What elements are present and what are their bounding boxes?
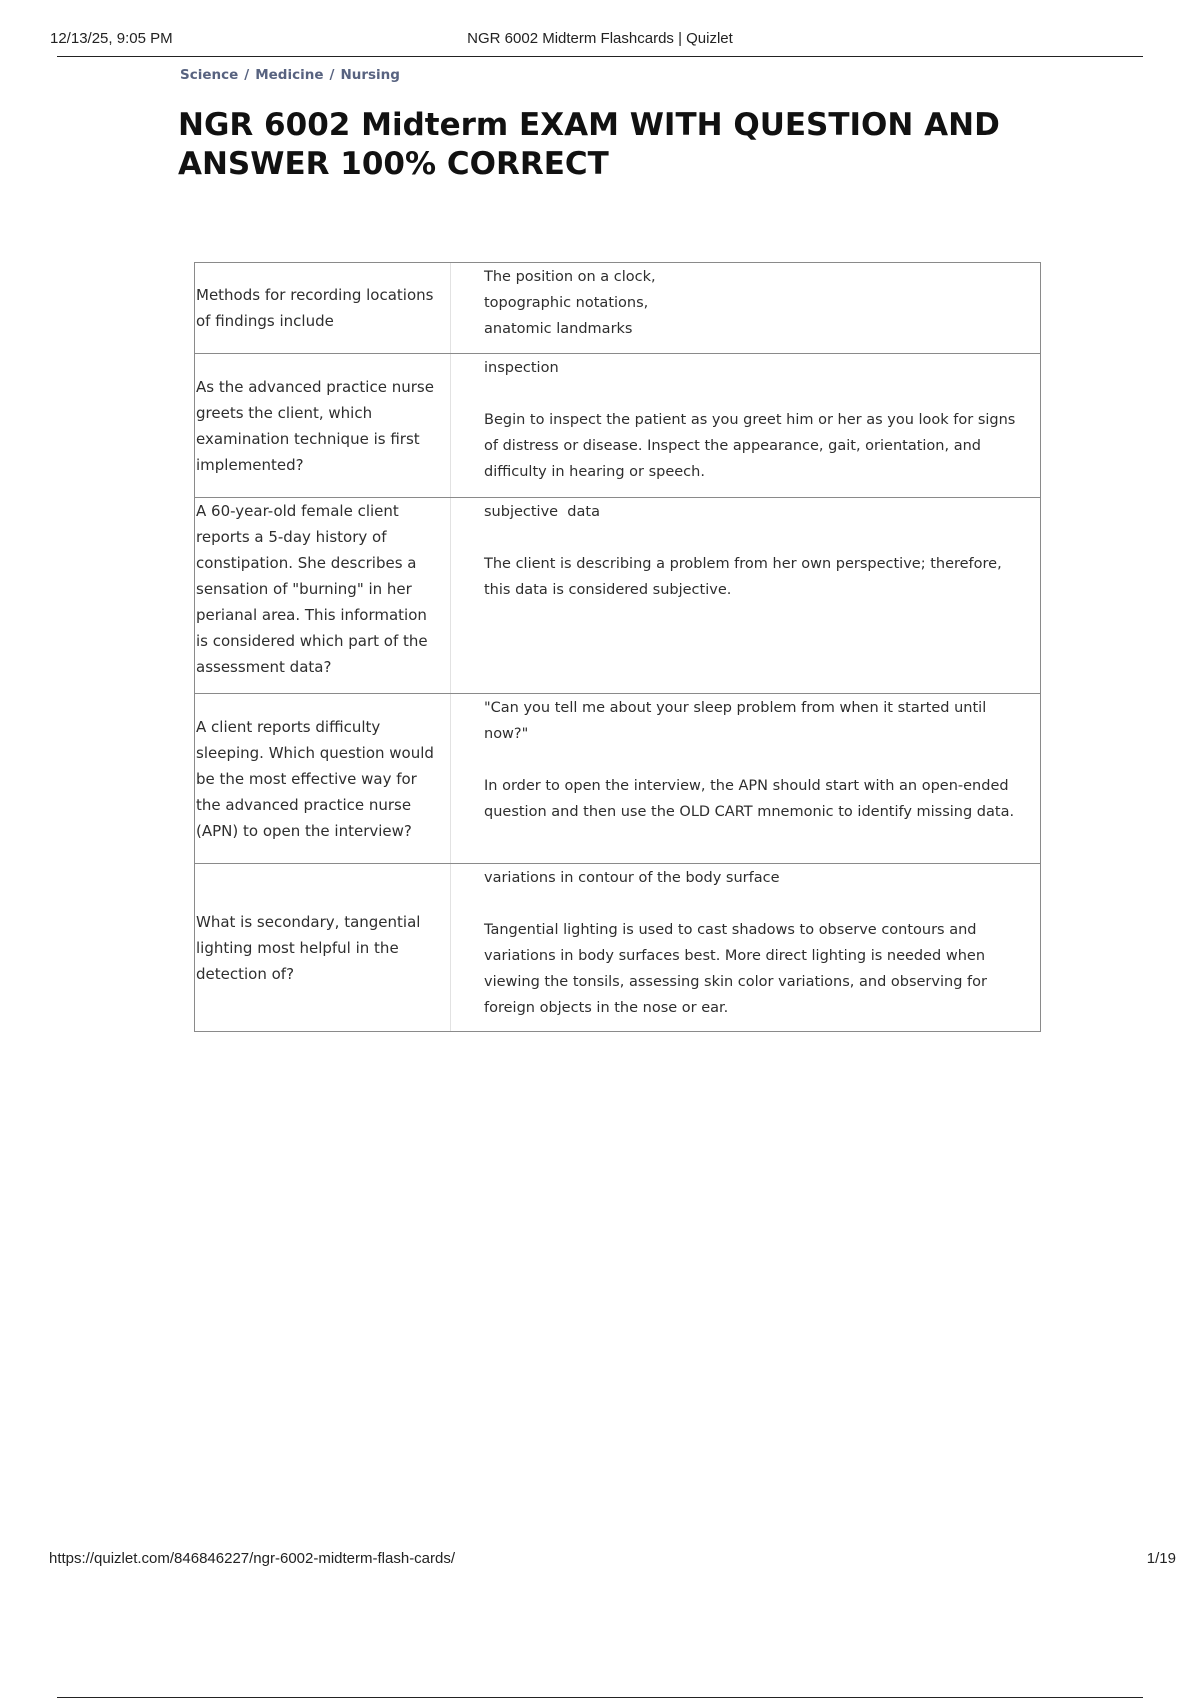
definition-line: The position on a clock, — [484, 269, 656, 285]
breadcrumb-separator: / — [329, 67, 335, 83]
spacer — [484, 525, 1028, 551]
card-rationale: In order to open the interview, the APN should start with an open-ended question and then use the OLD CART mnemonic to identify missing data. — [484, 778, 1015, 820]
breadcrumb-item-medicine[interactable]: Medicine — [255, 67, 324, 83]
breadcrumb-item-science[interactable]: Science — [180, 67, 239, 83]
card-definition — [451, 694, 1040, 863]
spacer — [484, 891, 1028, 917]
print-page-title: NGR 6002 Midterm Flashcards | Quizlet — [467, 30, 733, 47]
card-rationale: The client is describing a problem from her own perspective; therefore, this data is considered subjective. — [484, 556, 1002, 598]
set-title: NGR 6002 Midterm EXAM WITH QUESTION AND ANSWER 100% CORRECT — [178, 107, 1000, 182]
card-answer: subjective data — [484, 504, 600, 520]
header-divider — [57, 56, 1143, 57]
flashcard-row — [195, 863, 1040, 1031]
print-datetime: 12/13/25, 9:05 PM — [50, 30, 173, 47]
card-term: A 60-year-old female client reports a 5-day history of constipation. She describes a sensation of "burning" in her perianal area. This information is considered which part of the assessment data? — [195, 498, 451, 693]
page-indicator: 1/19 — [1146, 1550, 1176, 1567]
card-term: A client reports difficulty sleeping. Which question would be the most effective way for the advanced practice nurse (APN) to open the interview? — [195, 694, 451, 863]
breadcrumb-separator: / — [244, 67, 250, 83]
card-rationale: Tangential lighting is used to cast shadows to observe contours and variations in body surfaces best. More direct lighting is needed when viewing the tonsils, assessing skin color variations, and observing for foreign objects in the nose or ear. — [484, 922, 987, 1016]
print-header — [0, 28, 1200, 52]
card-answer: variations in contour of the body surface — [484, 870, 780, 886]
breadcrumb-item-nursing[interactable]: Nursing — [340, 67, 400, 83]
print-url: https://quizlet.com/846846227/ngr-6002-midterm-flash-cards/ — [49, 1550, 456, 1567]
card-definition — [451, 498, 1040, 693]
spacer — [484, 381, 1028, 407]
flashcard-row — [195, 497, 1040, 693]
card-definition — [451, 263, 1040, 353]
card-definition — [451, 864, 1040, 1031]
breadcrumb — [180, 67, 400, 83]
flashcard-row — [195, 693, 1040, 863]
card-answer: "Can you tell me about your sleep problem from when it started until now?" — [484, 700, 987, 742]
flashcard-list — [194, 262, 1041, 1032]
card-rationale: Begin to inspect the patient as you greet him or her as you look for signs of distress or disease. Inspect the appearance, gait, orientation, and difficulty in hearing or speech. — [484, 412, 1016, 480]
card-term: What is secondary, tangential lighting most helpful in the detection of? — [195, 864, 451, 1031]
flashcard-row — [195, 353, 1040, 497]
definition-line: topographic notations, — [484, 295, 649, 311]
card-term: Methods for recording locations of findings include — [195, 263, 451, 353]
card-definition — [451, 354, 1040, 497]
definition-line: anatomic landmarks — [484, 321, 633, 337]
spacer — [484, 747, 1028, 773]
card-term: As the advanced practice nurse greets the client, which examination technique is first implemented? — [195, 354, 451, 497]
footer-divider — [57, 1697, 1143, 1698]
card-answer: inspection — [484, 360, 559, 376]
flashcard-row — [195, 263, 1040, 353]
